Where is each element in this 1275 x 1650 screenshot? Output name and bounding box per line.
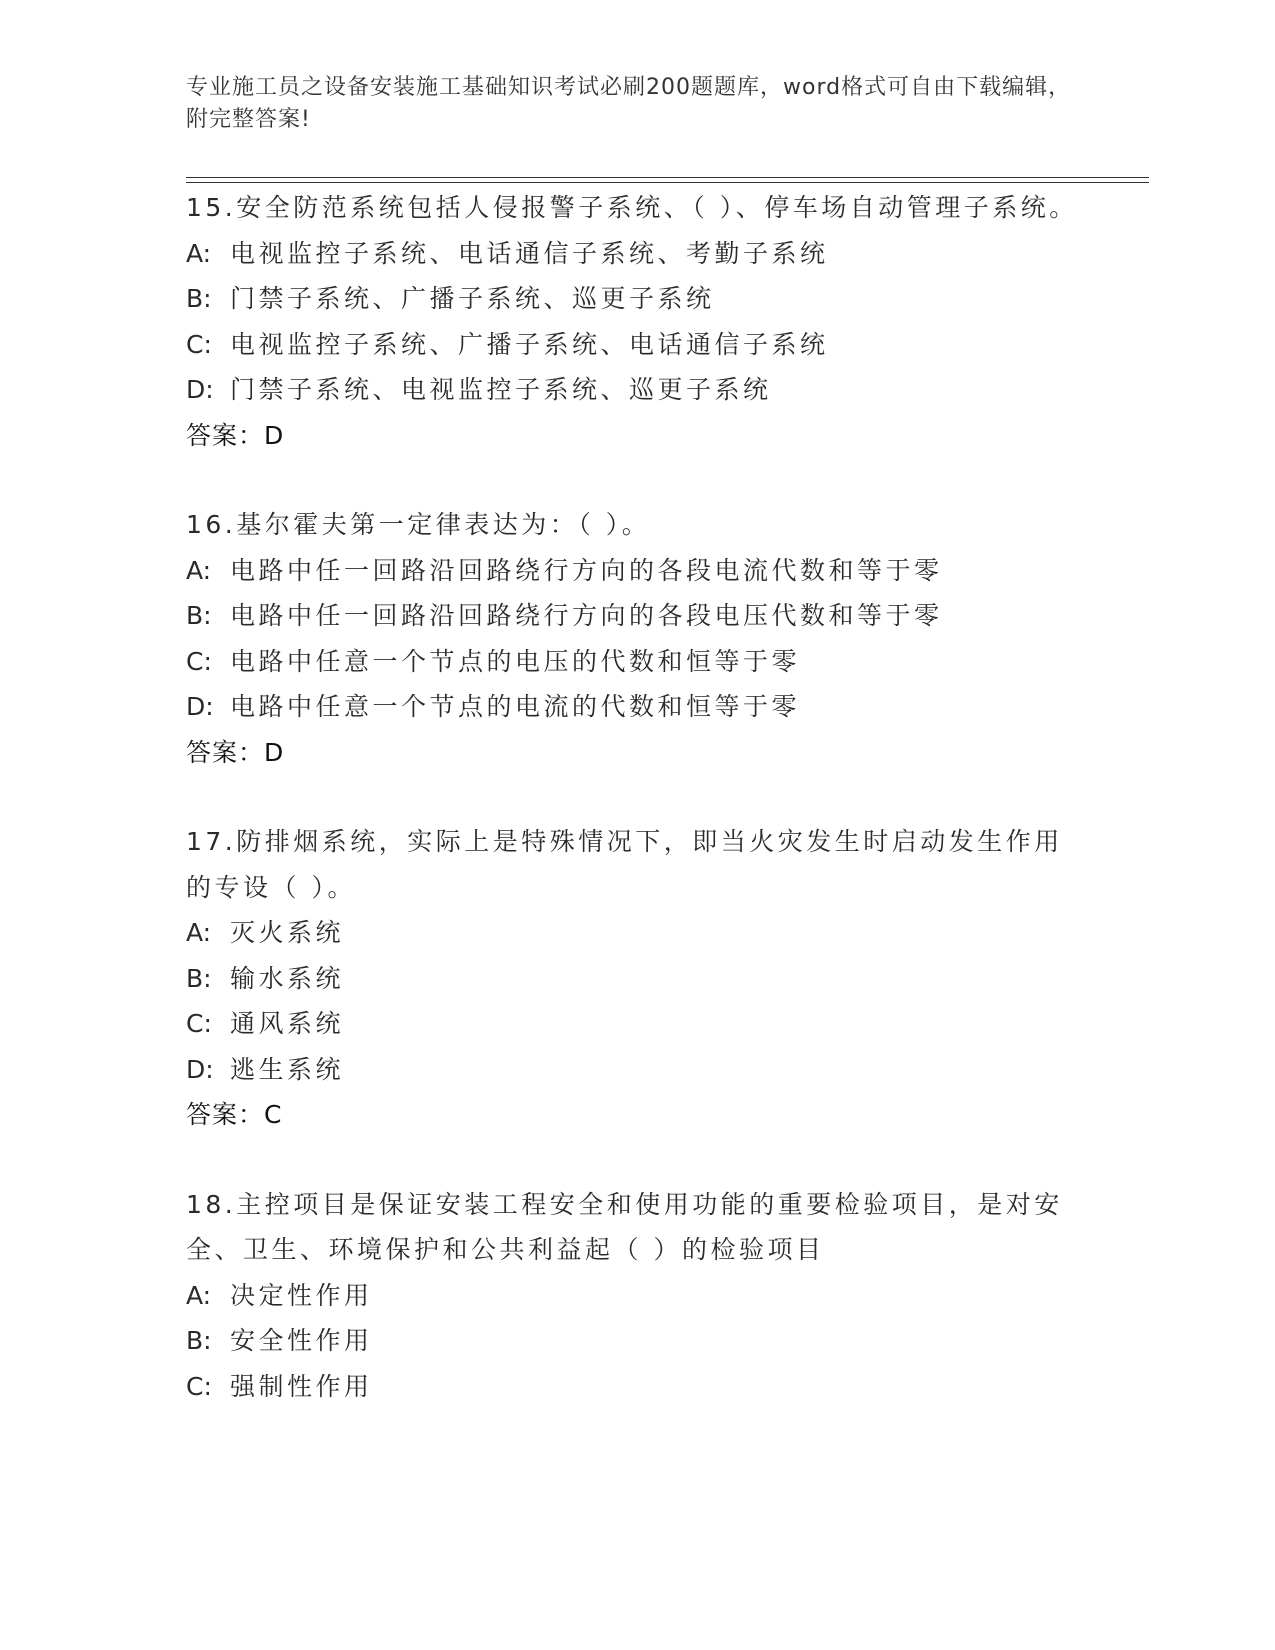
question-text: 17.防排烟系统，实际上是特殊情况下，即当火灾发生时启动发生作用的专设（ ）。 [186, 827, 1063, 902]
answer-line: 答案：D [186, 737, 285, 767]
document-header: 专业施工员之设备安装施工基础知识考试必刷200题题库，word格式可自由下载编辑，附完整答案! [186, 75, 1072, 132]
option-a [186, 1273, 1086, 1319]
question-block [186, 502, 1086, 775]
option-d [186, 684, 1086, 730]
option-key: A: [186, 1280, 212, 1310]
question-list [186, 185, 1086, 1453]
option-text: 门禁子系统、电视监控子系统、巡更子系统 [230, 375, 772, 404]
option-text: 电路中任一回路沿回路绕行方向的各段电流代数和等于零 [230, 555, 943, 585]
option-c [186, 322, 1086, 368]
option-text: 电路中任一回路沿回路绕行方向的各段电压代数和等于零 [230, 601, 943, 630]
option-d [186, 1047, 1086, 1093]
option-b [186, 593, 1086, 639]
question-block [186, 819, 1086, 1138]
option-key: C: [186, 646, 212, 676]
option-text: 输水系统 [230, 963, 345, 993]
option-b [186, 276, 1086, 322]
option-key: A: [186, 238, 212, 268]
question-text: 16.基尔霍夫第一定律表达为：（ ）。 [186, 510, 651, 539]
option-b [186, 1318, 1086, 1364]
option-key: B: [186, 963, 212, 993]
answer-line: 答案：C [186, 1100, 283, 1129]
option-text: 强制性作用 [230, 1371, 373, 1401]
option-text: 灭火系统 [230, 918, 345, 947]
option-key: C: [186, 1371, 212, 1401]
option-key: C: [186, 329, 212, 359]
option-d [186, 367, 1086, 413]
question-text: 18.主控项目是保证安装工程安全和使用功能的重要检验项目，是对安全、卫生、环境保护和公共利益起（ ）的检验项目 [186, 1189, 1063, 1264]
option-key: D: [186, 1054, 214, 1084]
option-key: B: [186, 601, 212, 630]
answer-line: 答案：D [186, 420, 285, 450]
option-text: 安全性作用 [230, 1326, 373, 1355]
option-c [186, 639, 1086, 685]
option-text: 电视监控子系统、广播子系统、电话通信子系统 [230, 329, 829, 359]
header-divider-bottom [186, 182, 1149, 183]
question-text: 15.安全防范系统包括人侵报警子系统、（ ）、停车场自动管理子系统。 [186, 193, 1078, 222]
option-c [186, 1364, 1086, 1410]
option-key: C: [186, 1009, 212, 1038]
option-text: 通风系统 [230, 1009, 345, 1038]
option-a [186, 548, 1086, 594]
option-text: 门禁子系统、广播子系统、巡更子系统 [230, 284, 715, 313]
option-key: A: [186, 555, 212, 585]
option-b [186, 956, 1086, 1002]
option-key: B: [186, 284, 212, 313]
option-text: 电视监控子系统、电话通信子系统、考勤子系统 [230, 238, 829, 268]
option-c [186, 1001, 1086, 1047]
option-text: 电路中任意一个节点的电流的代数和恒等于零 [230, 692, 801, 721]
option-text: 决定性作用 [230, 1280, 373, 1310]
option-key: D: [186, 692, 214, 721]
header-divider-top [186, 177, 1149, 178]
option-key: A: [186, 918, 212, 947]
option-a [186, 910, 1086, 956]
option-key: B: [186, 1326, 212, 1355]
option-key: D: [186, 375, 214, 404]
option-text: 逃生系统 [230, 1054, 345, 1084]
option-a [186, 231, 1086, 277]
question-block [186, 185, 1086, 458]
option-text: 电路中任意一个节点的电压的代数和恒等于零 [230, 646, 801, 676]
question-block [186, 1182, 1086, 1410]
